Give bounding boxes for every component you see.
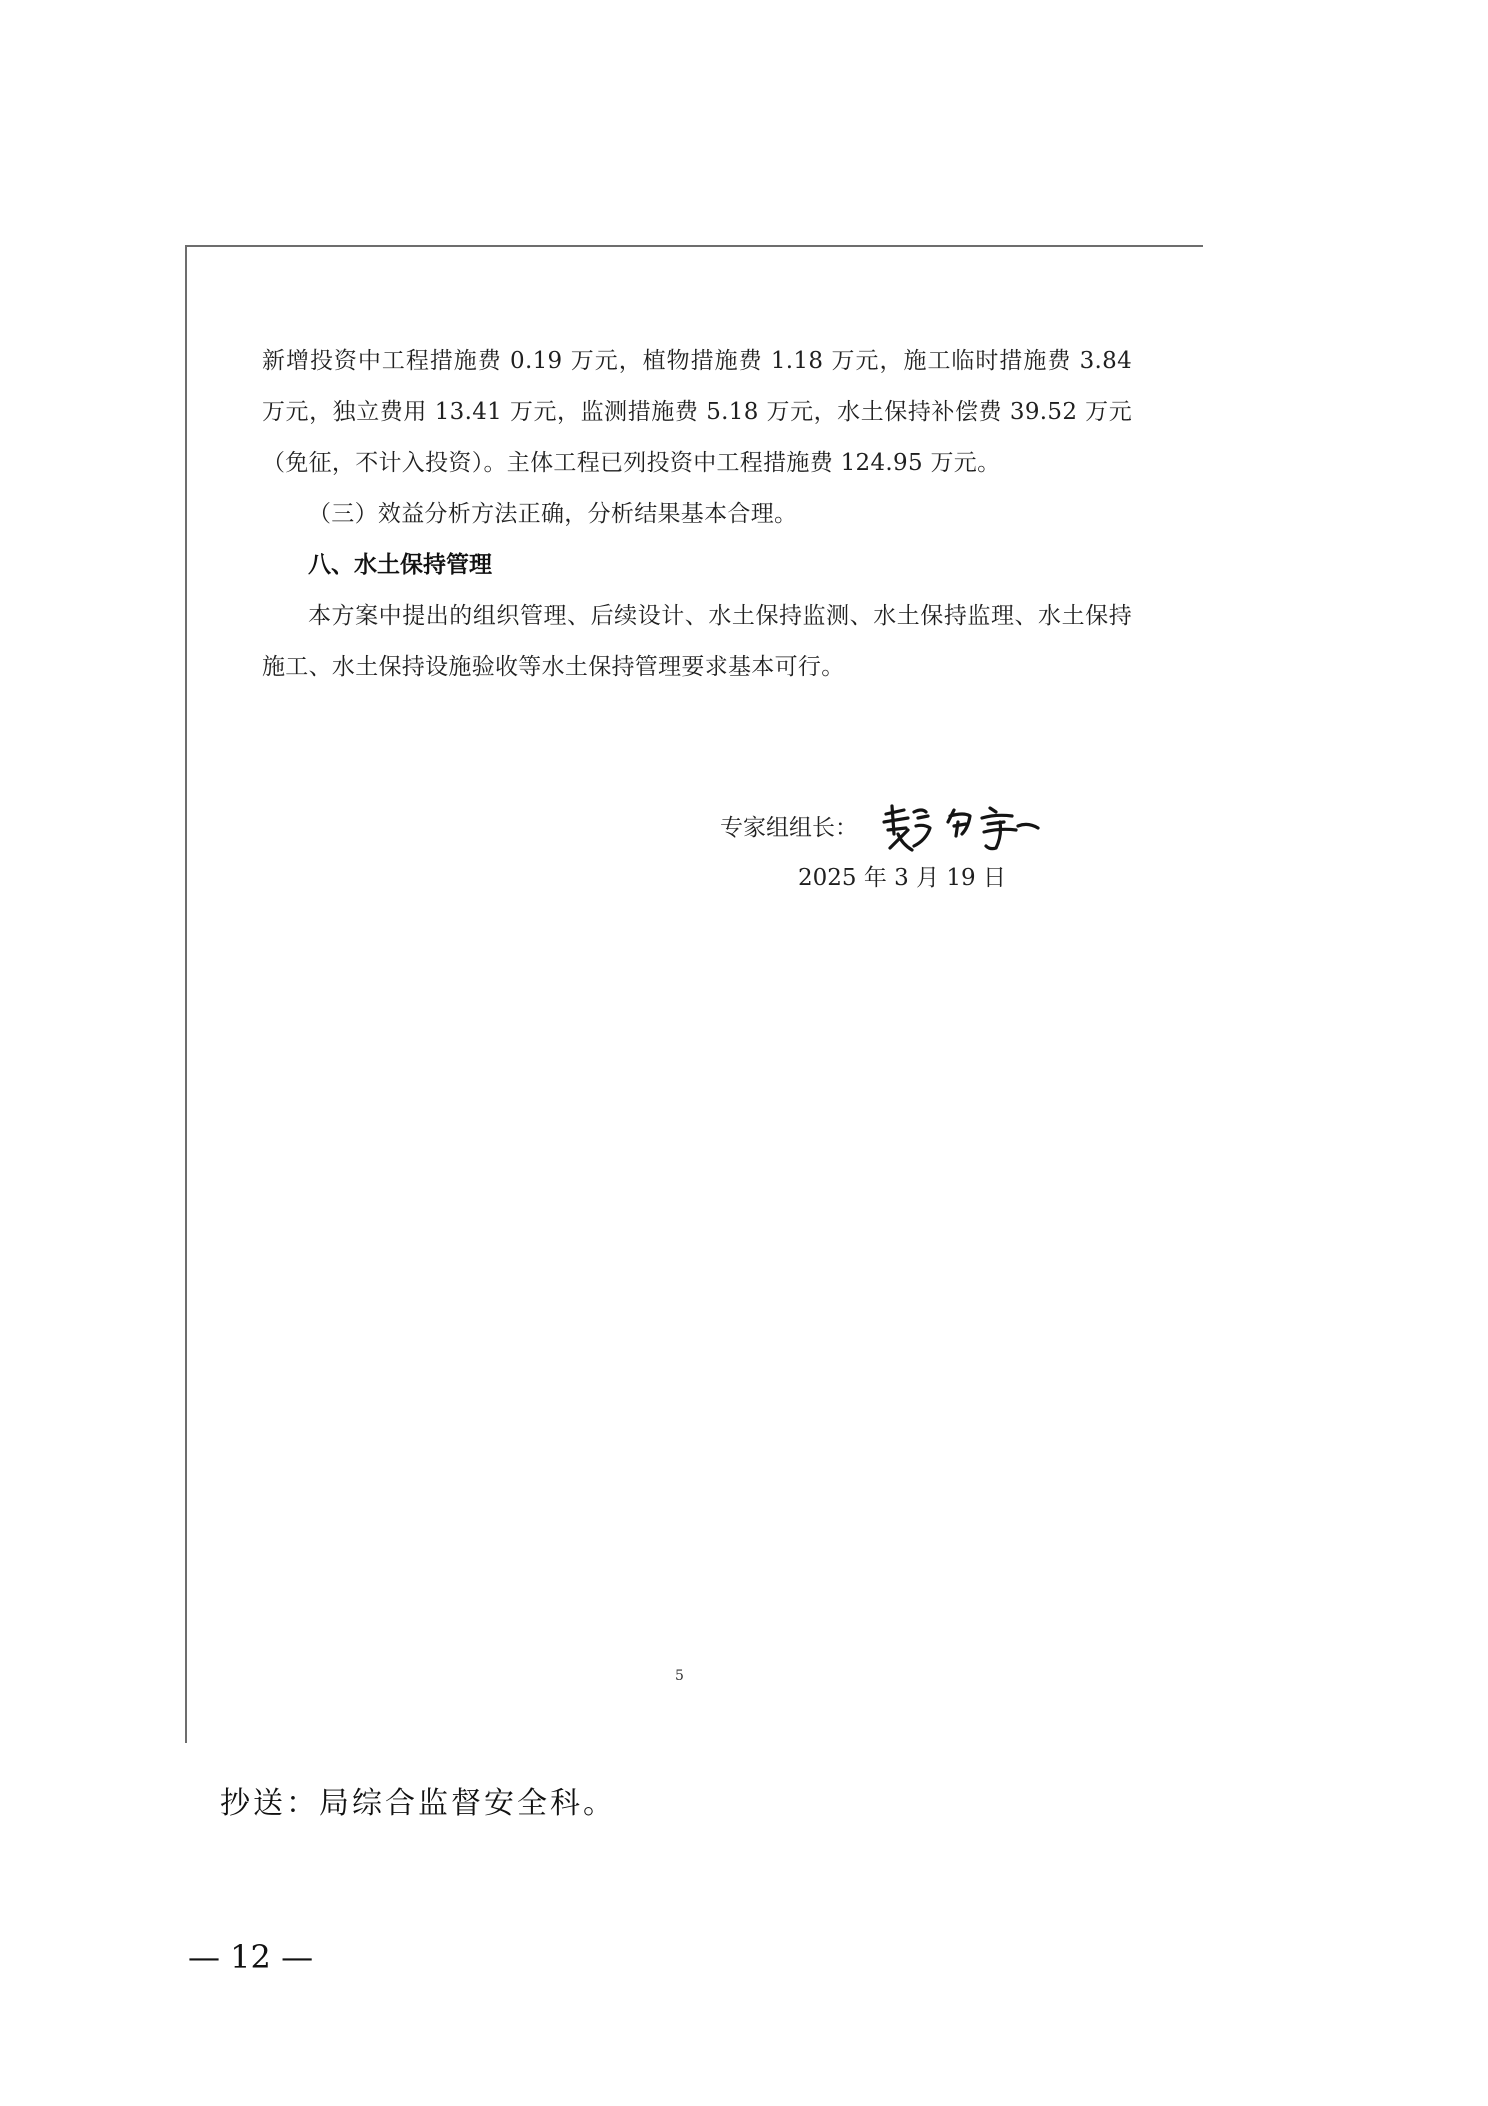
frame-left-border (185, 245, 187, 1743)
handwritten-signature (878, 800, 1048, 856)
section-heading-8: 八、水土保持管理 (308, 552, 492, 578)
attachment-content (262, 336, 1132, 693)
signature-date: 2025 年 3 月 19 日 (798, 865, 1006, 891)
investment-paragraph: 新增投资中工程措施费 0.19 万元，植物措施费 1.18 万元，施工临时措施费 3.84 万元，独立费用 13.41 万元，监测措施费 5.18 万元，水土保持补偿费 39.52 万元（免征，不计入投资）。主体工程已列投资中工程措施费 124.95 万元。 (262, 348, 1132, 476)
signature-label: 专家组组长： (720, 815, 858, 841)
attachment-page-number: 5 (675, 1668, 684, 1684)
benefit-analysis-paragraph: （三）效益分析方法正确，分析结果基本合理。 (308, 501, 798, 527)
cc-recipients: 抄送：局综合监督安全科。 (220, 1786, 616, 1821)
signature-block (720, 800, 1080, 910)
frame-top-border (185, 245, 1203, 247)
management-paragraph: 本方案中提出的组织管理、后续设计、水土保持监测、水土保持监理、水土保持施工、水土保持设施验收等水土保持管理要求基本可行。 (262, 603, 1132, 680)
page-number: — 12 — (188, 1938, 314, 1976)
